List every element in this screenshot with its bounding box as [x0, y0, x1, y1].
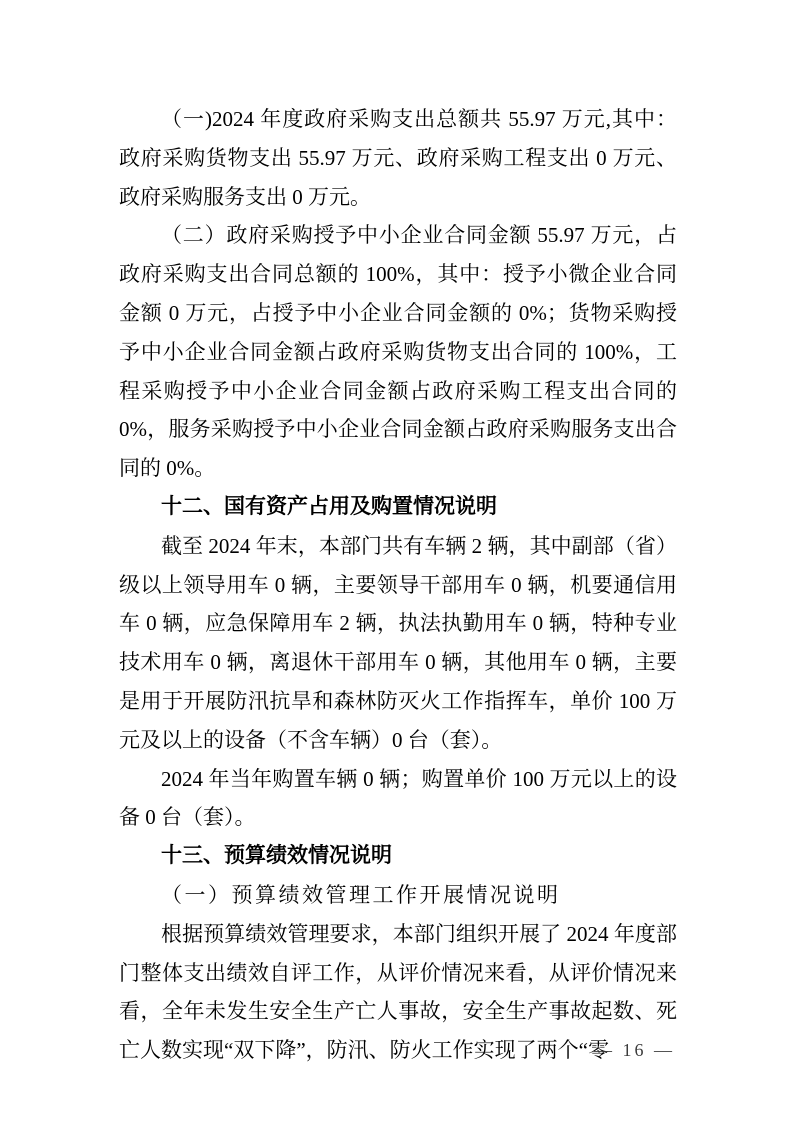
body-paragraph: 根据预算绩效管理要求，本部门组织开展了 2024 年度部门整体支出绩效自评工作，从评价情况来看，从评价情况来看，全年未发生安全生产亡人事故，安全生产事故起数、死亡人数实现“双下降”，防汛、防火工作实现了两个“零	[119, 921, 677, 1063]
document-body	[119, 100, 677, 1070]
body-paragraph: 截至 2024 年末，本部门共有车辆 2 辆，其中副部（省）级以上领导用车 0 辆，主要领导干部用车 0 辆，机要通信用车 0 辆，应急保障用车 2 辆，执法执勤用车 0 辆，特种专业技术用车 0 辆，离退休干部用车 0 辆，其他用车 0 辆，主要是用于开展防汛抗旱和森林防灭火工作指挥车，单价 100 万元及以上的设备（不含车辆）0 台（套）。	[119, 533, 677, 752]
body-paragraph: （二）政府采购授予中小企业合同金额 55.97 万元，占政府采购支出合同总额的 100%，其中：授予小微企业合同金额 0 万元，占授予中小企业合同金额的 0%；货物采购授予中小企业合同金额占政府采购货物支出合同的 100%，工程采购授予中小企业合同金额占政府采购工程支出合同的 0%，服务采购授予中小企业合同金额占政府采购服务支出合同的 0%。	[119, 223, 677, 481]
sub-section-heading: （一）预算绩效管理工作开展情况说明	[161, 882, 561, 907]
section-heading: 十二、国有资产占用及购置情况说明	[161, 494, 497, 518]
body-paragraph: 2024 年当年购置车辆 0 辆；购置单价 100 万元以上的设备 0 台（套）。	[119, 766, 677, 830]
body-paragraph: （一)2024 年度政府采购支出总额共 55.97 万元,其中：政府采购货物支出 55.97 万元、政府采购工程支出 0 万元、政府采购服务支出 0 万元。	[119, 107, 677, 209]
page-number: — 16 —	[594, 1040, 675, 1060]
section-heading: 十三、预算绩效情况说明	[161, 844, 392, 868]
